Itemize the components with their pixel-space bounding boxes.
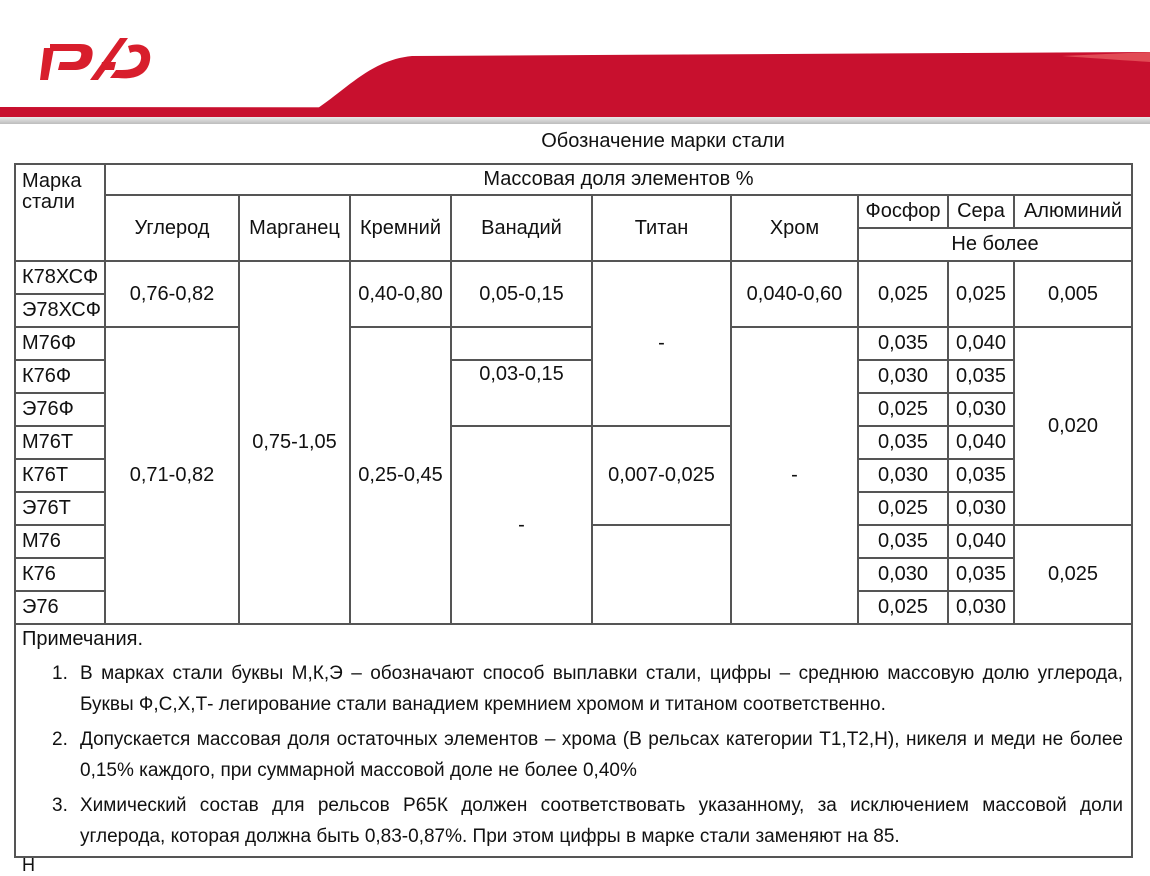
vanadium-cell: - bbox=[451, 426, 592, 624]
phosphorus-cell: 0,025 bbox=[858, 261, 948, 327]
sulfur-cell: 0,040 bbox=[948, 525, 1014, 558]
phosphorus-cell: 0,030 bbox=[858, 360, 948, 393]
sulfur-cell: 0,030 bbox=[948, 492, 1014, 525]
phosphorus-cell: 0,025 bbox=[858, 492, 948, 525]
note-text: В марках стали буквы М,К,Э – обозначают способ выплавки стали, цифры – среднюю массовую долю углерода, Буквы Ф,С,Х,Т- легирование стали ванадием кремнием хромом и титаном соответственно. bbox=[80, 663, 1123, 715]
aluminium-cell: 0,020 bbox=[1014, 327, 1132, 525]
grade-cell: Э76 bbox=[15, 591, 105, 624]
phosphorus-cell: 0,035 bbox=[858, 426, 948, 459]
page-title: Обозначение марки стали bbox=[541, 130, 785, 152]
carbon-header: Углерод bbox=[105, 195, 239, 261]
manganese-header: Марганец bbox=[239, 195, 350, 261]
grade-cell: К76 bbox=[15, 558, 105, 591]
carbon-cell: 0,76-0,82 bbox=[105, 261, 239, 327]
silicon-cell: 0,40-0,80 bbox=[350, 261, 451, 327]
aluminium-cell: 0,025 bbox=[1014, 525, 1132, 624]
carbon-cell: 0,71-0,82 bbox=[105, 327, 239, 624]
note-number: 2. bbox=[52, 729, 68, 750]
sulfur-cell: 0,025 bbox=[948, 261, 1014, 327]
aluminium-cell: 0,005 bbox=[1014, 261, 1132, 327]
phosphorus-cell: 0,025 bbox=[858, 591, 948, 624]
titanium-cell: - bbox=[592, 261, 731, 426]
grade-cell: Э76Т bbox=[15, 492, 105, 525]
note-text: Химический состав для рельсов Р65К должен соответствовать указанному, за исключением массовой доли углерода, которая должна быть 0,83-0,87%. При этом цифры в марке стали заменяют на 85. bbox=[80, 795, 1123, 847]
phosphorus-header: Фосфор bbox=[858, 195, 948, 228]
note-number: 3. bbox=[52, 795, 68, 816]
note-text: Допускается массовая доля остаточных элементов – хрома (В рельсах категории Т1,Т2,Н), никеля и меди не более 0,15% каждого, при суммарной массовой доле не более 0,40% bbox=[80, 729, 1123, 781]
titanium-header: Титан bbox=[592, 195, 731, 261]
cutoff-text: Н bbox=[22, 855, 35, 875]
no-more-header: Не более bbox=[858, 228, 1132, 261]
sulfur-cell: 0,030 bbox=[948, 591, 1014, 624]
header-band bbox=[0, 0, 1150, 128]
sulfur-cell: 0,040 bbox=[948, 327, 1014, 360]
mass-fraction-header: Массовая доля элементов % bbox=[105, 164, 1132, 195]
sulfur-cell: 0,030 bbox=[948, 393, 1014, 426]
grade-cell: Э76Ф bbox=[15, 393, 105, 426]
note-item bbox=[22, 658, 1123, 720]
titanium-cell bbox=[592, 525, 731, 624]
sulfur-header: Сера bbox=[948, 195, 1014, 228]
red-swoosh-graphic bbox=[0, 0, 1150, 128]
titanium-cell: 0,007-0,025 bbox=[592, 426, 731, 525]
sulfur-cell: 0,035 bbox=[948, 558, 1014, 591]
silicon-header: Кремний bbox=[350, 195, 451, 261]
phosphorus-cell: 0,035 bbox=[858, 525, 948, 558]
silicon-cell: 0,25-0,45 bbox=[350, 327, 451, 624]
manganese-cell: 0,75-1,05 bbox=[239, 261, 350, 624]
chromium-cell: - bbox=[731, 327, 858, 624]
note-number: 1. bbox=[52, 663, 68, 684]
vanadium-header: Ванадий bbox=[451, 195, 592, 261]
grade-cell: М76Ф bbox=[15, 327, 105, 360]
grade-cell: К78ХСФ bbox=[15, 261, 105, 294]
grade-cell: К76Т bbox=[15, 459, 105, 492]
grade-cell: М76Т bbox=[15, 426, 105, 459]
phosphorus-cell: 0,030 bbox=[858, 459, 948, 492]
grade-cell: Э78ХСФ bbox=[15, 294, 105, 327]
grade-header: Марка стали bbox=[15, 164, 105, 261]
chromium-header: Хром bbox=[731, 195, 858, 261]
notes-section bbox=[15, 624, 1132, 857]
rzd-logo bbox=[40, 34, 152, 82]
grade-cell: К76Ф bbox=[15, 360, 105, 393]
vanadium-cell: 0,05-0,15 bbox=[451, 261, 592, 327]
sulfur-cell: 0,035 bbox=[948, 360, 1014, 393]
sulfur-cell: 0,040 bbox=[948, 426, 1014, 459]
phosphorus-cell: 0,030 bbox=[858, 558, 948, 591]
vanadium-cell: 0,03-0,15 bbox=[451, 360, 592, 426]
note-item bbox=[22, 790, 1123, 852]
sulfur-cell: 0,035 bbox=[948, 459, 1014, 492]
note-item bbox=[22, 724, 1123, 786]
phosphorus-cell: 0,035 bbox=[858, 327, 948, 360]
steel-grade-table bbox=[14, 163, 1133, 858]
chromium-cell: 0,040-0,60 bbox=[731, 261, 858, 327]
notes-heading: Примечания. bbox=[22, 628, 144, 650]
aluminium-header: Алюминий bbox=[1014, 195, 1132, 228]
phosphorus-cell: 0,025 bbox=[858, 393, 948, 426]
grade-cell: М76 bbox=[15, 525, 105, 558]
vanadium-cell bbox=[451, 327, 592, 360]
